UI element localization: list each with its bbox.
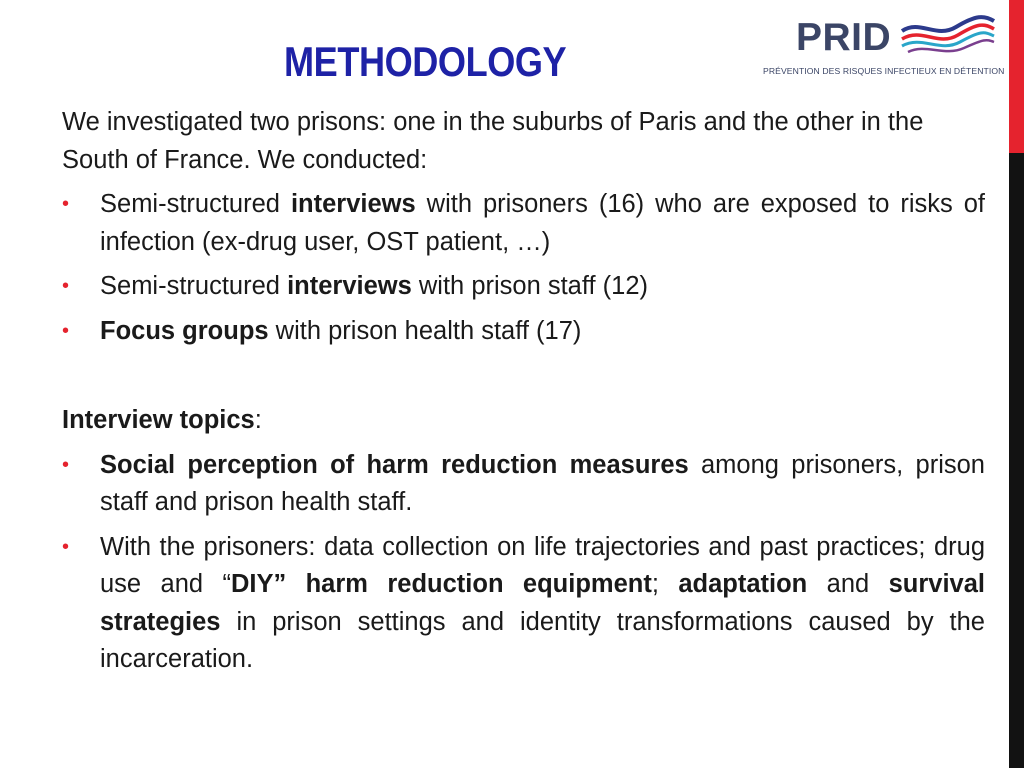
bullet-icon: • xyxy=(62,453,70,476)
bold-term: survival strategies xyxy=(100,570,985,636)
bullet-icon: • xyxy=(62,275,70,297)
intro-paragraph: We investigated two prisons: one in the suburbs of Paris and the other in the South of France. We conducted: xyxy=(62,108,924,174)
list-item: • Semi-structured interviews with prison staff (12) xyxy=(62,268,985,306)
bold-term: interviews xyxy=(290,190,416,218)
slide-title: METHODOLOGY xyxy=(284,38,567,85)
bold-term: Social perception of harm reduction measures xyxy=(100,450,689,479)
bold-term: adaptation xyxy=(678,570,808,598)
list-item: • Semi-structured interviews with prisoners (16) who are exposed to risks of infection (ex-drug user, OST patient, …) xyxy=(62,186,985,261)
side-bar-dark xyxy=(1009,153,1024,768)
list-item: • Focus groups with prison health staff (17) xyxy=(62,313,985,351)
list-item: • Social perception of harm reduction measures among prisoners, prison staff and prison health staff. xyxy=(62,447,985,522)
logo-wordmark: PRID xyxy=(796,16,892,59)
topics-heading: Interview topics: xyxy=(62,406,262,434)
wave-icon xyxy=(898,9,998,61)
bullet-icon: • xyxy=(62,319,70,342)
bold-term: DIY” harm reduction equipment xyxy=(230,570,652,598)
bold-term: Focus groups xyxy=(100,316,269,345)
topics-list xyxy=(62,447,985,679)
methods-list xyxy=(62,186,985,350)
bullet-icon: • xyxy=(62,193,70,215)
logo-subtitle: PRÉVENTION DES RISQUES INFECTIEUX EN DÉTENTION xyxy=(763,66,1005,76)
bullet-icon: • xyxy=(62,535,70,558)
list-item: • With the prisoners: data collection on life trajectories and past practices; drug use and “DIY” harm reduction equipment; adaptation and survival strategies in prison settings and identity transformations caused by the incarceration. xyxy=(62,529,985,679)
spacer xyxy=(62,350,985,402)
slide-body xyxy=(62,104,985,679)
side-bar-red xyxy=(1009,0,1024,153)
bold-term: interviews xyxy=(287,272,412,300)
prid-logo xyxy=(755,5,1005,85)
